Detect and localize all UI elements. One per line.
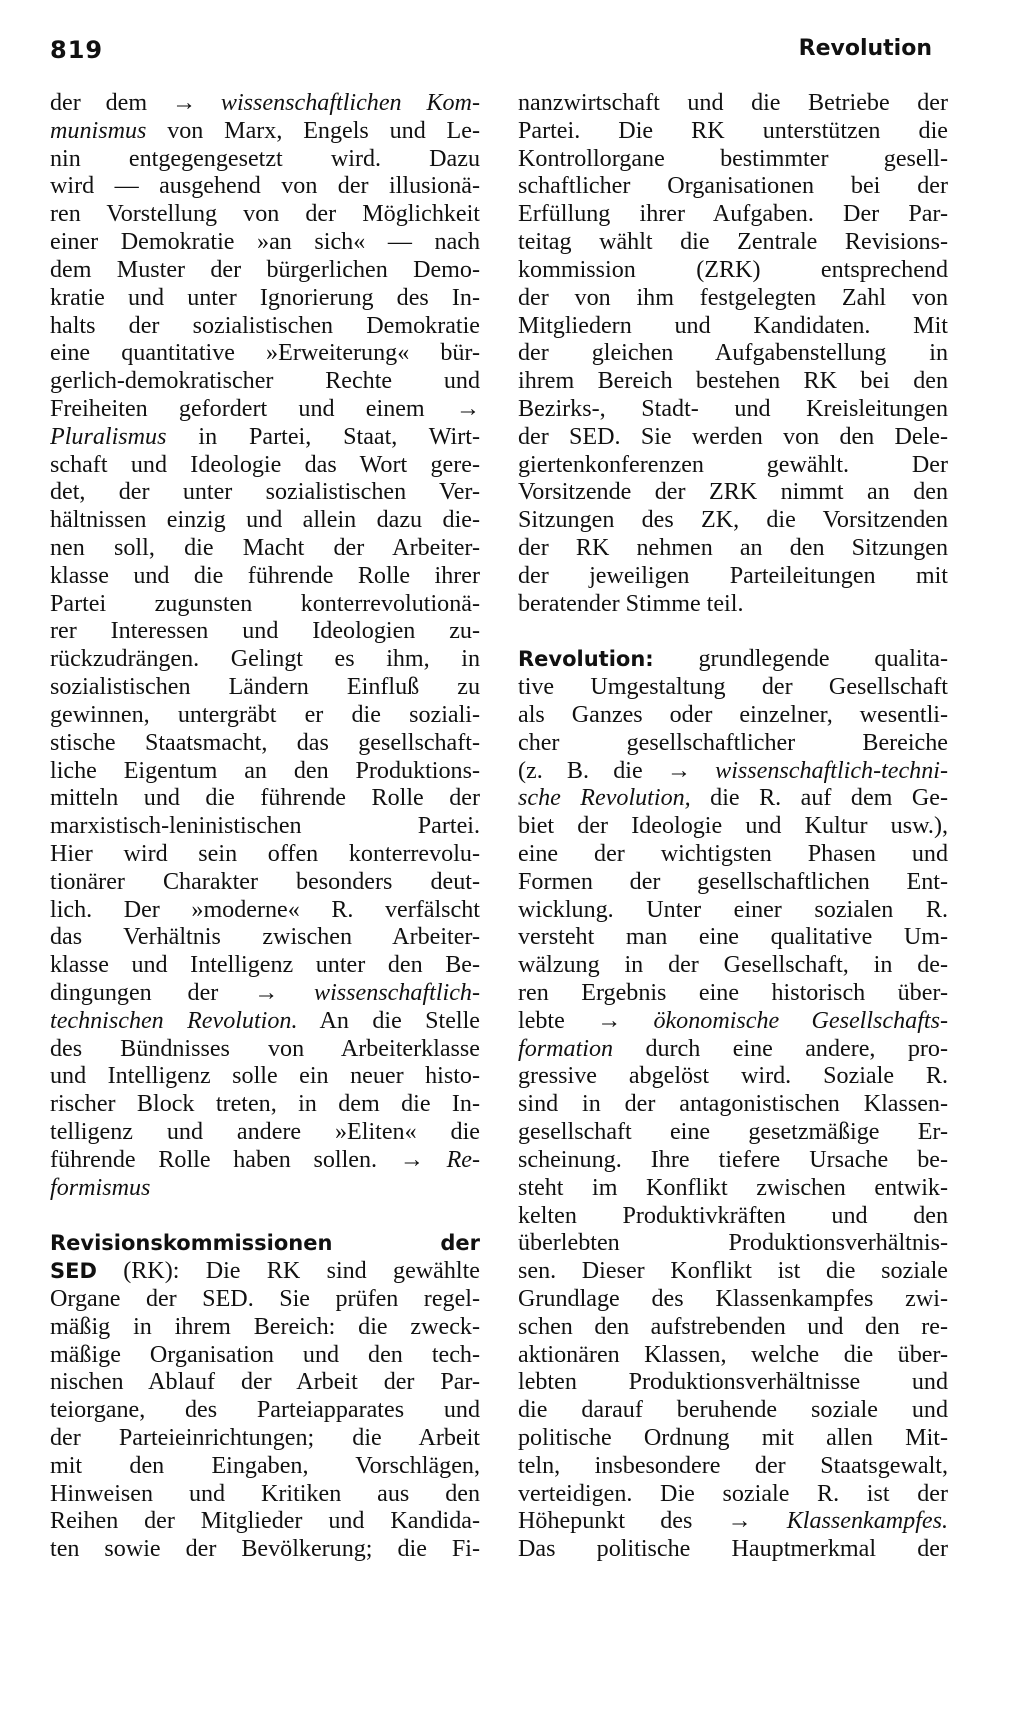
- text-run: biet der Ideologie und Kultur usw.),: [518, 813, 948, 840]
- entry-headword: Revolution:: [518, 647, 654, 672]
- text-line: [50, 1481, 480, 1509]
- text-run: die R. auf dem Ge-: [690, 785, 948, 812]
- text-run: (RK): Die RK sind gewählte: [96, 1258, 480, 1285]
- text-line: [518, 1286, 948, 1314]
- text-run: cher gesellschaftlicher Bereiche: [518, 729, 948, 756]
- text-run: Das politische Hauptmerkmal der: [518, 1536, 948, 1563]
- cross-reference: Klassenkampfes.: [786, 1508, 948, 1535]
- text-line: [518, 869, 948, 897]
- text-run: verteidigen. Die soziale R. ist der: [518, 1480, 948, 1507]
- text-run: wicklung. Unter einer sozialen R.: [518, 896, 948, 923]
- text-line: [518, 313, 948, 341]
- text-run: das Verhältnis zwischen Arbeiter-: [50, 924, 480, 951]
- text-run: det, der unter sozialistischen Ver-: [50, 479, 480, 506]
- text-line: [50, 813, 480, 841]
- text-run: Kontrollorgane bestimmter gesell-: [518, 145, 948, 172]
- text-run: scheinung. Ihre tiefere Ursache be-: [518, 1146, 948, 1173]
- text-line: [50, 1091, 480, 1119]
- text-run: führende Rolle haben sollen. →: [50, 1146, 447, 1173]
- text-line: [50, 340, 480, 368]
- text-line: [518, 507, 948, 535]
- text-line: [518, 1147, 948, 1175]
- text-line: [518, 785, 948, 813]
- text-run: Grundlage des Klassenkampfes zwi-: [518, 1285, 948, 1312]
- text-run: halts der sozialistischen Demokratie: [50, 312, 480, 339]
- text-line: [518, 1314, 948, 1342]
- text-run: sind in der antagonistischen Klassen-: [518, 1091, 948, 1118]
- text-run: lebte →: [518, 1007, 654, 1034]
- text-line: [518, 813, 948, 841]
- text-run: in Partei, Staat, Wirt-: [166, 423, 480, 450]
- text-run: nischen Ablauf der Arbeit der Par-: [50, 1369, 480, 1396]
- text-run: Partei zugunsten konterrevolutionä-: [50, 590, 480, 617]
- text-run: teln, insbesondere der Staatsgewalt,: [518, 1452, 948, 1479]
- text-run: ren Vorstellung von der Möglichkeit: [50, 201, 480, 228]
- text-run: wird — ausgehend von der illusionä-: [50, 173, 480, 200]
- text-run: schen den aufstrebenden und den re-: [518, 1313, 948, 1340]
- text-run: sen. Dieser Konflikt ist die soziale: [518, 1258, 948, 1285]
- text-run: der RK nehmen an den Sitzungen: [518, 535, 948, 561]
- text-run: nin entgegengesetzt wird. Dazu: [50, 145, 480, 172]
- text-line: [518, 1063, 948, 1091]
- cross-reference: ökonomische Gesellschafts-: [653, 1007, 948, 1034]
- paragraph-gap: [50, 1203, 480, 1231]
- text-run: dingungen der →: [50, 980, 315, 1006]
- text-line: [50, 313, 480, 341]
- text-run: Freiheiten gefordert und einem →: [50, 395, 480, 422]
- text-line: [518, 1091, 948, 1119]
- text-line: [50, 702, 480, 730]
- text-line: [50, 1286, 480, 1314]
- text-line: [518, 1508, 948, 1536]
- text-run: überlebten Produktionsverhältnis-: [518, 1230, 948, 1257]
- text-run: gerlich-demokratischer Rechte und: [50, 368, 480, 395]
- text-run: Organe der SED. Sie prüfen regel-: [50, 1285, 480, 1312]
- text-line: [518, 924, 948, 952]
- text-line: [50, 118, 480, 146]
- text-line: [518, 1397, 948, 1425]
- entry-headword: SED: [50, 1259, 97, 1284]
- text-run: teitag wählt die Zentrale Revisions-: [518, 229, 948, 256]
- text-line: [518, 1536, 948, 1564]
- text-line: [50, 396, 480, 424]
- text-run: kelten Produktivkräften und den: [518, 1202, 948, 1229]
- text-line: [518, 424, 948, 452]
- text-run: giertenkonferenzen gewählt. Der: [518, 451, 948, 478]
- cross-reference: wissenschaftlich-techni-: [715, 757, 948, 784]
- text-run: grundlegende qualita-: [653, 646, 948, 673]
- text-run: rer Interessen und Ideologien zu-: [50, 618, 480, 645]
- text-run: An die Stelle: [297, 1007, 480, 1034]
- text-line: [518, 1258, 948, 1286]
- text-line: [518, 396, 948, 424]
- text-line: [518, 1175, 948, 1203]
- text-run: aktionären Klassen, welche die über-: [518, 1341, 948, 1368]
- right-column: [518, 90, 948, 1564]
- text-run: von Marx, Engels und Le-: [146, 117, 480, 144]
- text-line: [50, 618, 480, 646]
- text-line: [518, 591, 948, 619]
- text-run: Hinweisen und Kritiken aus den: [50, 1480, 480, 1507]
- text-run: eine der wichtigsten Phasen und: [518, 840, 948, 867]
- text-run: ten sowie der Bevölkerung; die Fi-: [50, 1536, 480, 1563]
- text-line: [518, 146, 948, 174]
- text-line: [50, 201, 480, 229]
- text-run: Mitgliedern und Kandidaten. Mit: [518, 312, 948, 339]
- text-run: sozialistischen Ländern Einfluß zu: [50, 674, 480, 701]
- text-line: [50, 90, 480, 118]
- text-run: mäßig in ihrem Bereich: die zweck-: [50, 1313, 480, 1340]
- text-run: Sitzungen des ZK, die Vorsitzenden: [518, 507, 948, 534]
- text-line: [50, 1063, 480, 1091]
- text-line: [50, 591, 480, 619]
- text-line: [518, 952, 948, 980]
- text-line: [518, 1342, 948, 1370]
- text-line: [50, 1230, 480, 1258]
- text-run: beratender Stimme teil.: [518, 590, 744, 617]
- text-line: [50, 479, 480, 507]
- text-run: lich. Der »moderne« R. verfälscht: [50, 896, 480, 923]
- text-line: [50, 1536, 480, 1564]
- text-line: [50, 535, 480, 563]
- text-line: [518, 452, 948, 480]
- text-line: [50, 1175, 480, 1203]
- text-run: der Parteieinrichtungen; die Arbeit: [50, 1425, 480, 1451]
- text-line: [518, 285, 948, 313]
- text-run: lebten Produktionsverhältnisse und: [518, 1369, 948, 1396]
- text-run: kratie und unter Ignorierung des In-: [50, 284, 480, 311]
- text-run: Hier wird sein offen konterrevolu-: [50, 840, 480, 867]
- text-line: [50, 1119, 480, 1147]
- text-line: [518, 841, 948, 869]
- text-line: [518, 1008, 948, 1036]
- text-line: [50, 285, 480, 313]
- text-run: ren Ergebnis eine historisch über-: [518, 980, 948, 1006]
- cross-reference: wissenschaftlichen Kom-: [220, 90, 480, 116]
- text-line: [518, 173, 948, 201]
- text-line: [518, 702, 948, 730]
- text-run: klasse und die führende Rolle ihrer: [50, 562, 480, 589]
- entry-headword: Revisionskommissionen der: [50, 1231, 480, 1256]
- text-line: [50, 897, 480, 925]
- text-run: gressive abgelöst wird. Soziale R.: [518, 1063, 948, 1090]
- text-line: [50, 1369, 480, 1397]
- text-line: [50, 146, 480, 174]
- text-line: [50, 869, 480, 897]
- paragraph-gap: [518, 618, 948, 646]
- text-line: [50, 1508, 480, 1536]
- text-run: schaft und Ideologie das Wort gere-: [50, 451, 480, 478]
- text-run: Vorsitzende der ZRK nimmt an den: [518, 479, 948, 506]
- text-line: [50, 1147, 480, 1175]
- text-run: Formen der gesellschaftlichen Ent-: [518, 868, 948, 895]
- text-run: eine quantitative »Erweiterung« bür-: [50, 340, 480, 367]
- text-line: [518, 201, 948, 229]
- cross-reference: sche Revolution,: [518, 785, 691, 812]
- text-run: Partei. Die RK unterstützen die: [518, 117, 948, 144]
- text-line: [518, 1369, 948, 1397]
- cross-reference: Pluralismus: [50, 423, 167, 450]
- text-run: liche Eigentum an den Produktions-: [50, 757, 480, 784]
- text-run: der gleichen Aufgabenstellung in: [518, 340, 948, 367]
- text-run: wälzung in der Gesellschaft, in de-: [518, 952, 948, 979]
- text-run: nen soll, die Macht der Arbeiter-: [50, 535, 480, 561]
- text-line: [518, 479, 948, 507]
- text-line: [50, 173, 480, 201]
- text-run: Reihen der Mitglieder und Kandida-: [50, 1508, 480, 1535]
- text-line: [518, 1425, 948, 1453]
- text-line: [518, 368, 948, 396]
- text-line: [518, 1119, 948, 1147]
- text-run: gesellschaft eine gesetzmäßige Er-: [518, 1119, 948, 1146]
- text-run: ihrem Bereich bestehen RK bei den: [518, 368, 948, 395]
- text-run: rischer Block treten, in dem die In-: [50, 1091, 480, 1118]
- text-line: [518, 1036, 948, 1064]
- text-line: [50, 1342, 480, 1370]
- text-line: [50, 368, 480, 396]
- text-run: tive Umgestaltung der Gesellschaft: [518, 674, 948, 701]
- text-run: (z. B. die →: [518, 757, 716, 784]
- text-run: der SED. Sie werden von den Dele-: [518, 423, 948, 450]
- text-run: versteht man eine qualitative Um-: [518, 924, 948, 951]
- text-line: [518, 1481, 948, 1509]
- text-run: kommission (ZRK) entsprechend: [518, 256, 948, 283]
- text-line: [50, 730, 480, 758]
- text-line: [50, 229, 480, 257]
- text-run: und Intelligenz solle ein neuer histo-: [50, 1063, 480, 1090]
- text-run: der dem →: [50, 90, 221, 116]
- text-line: [518, 980, 948, 1008]
- text-line: [518, 730, 948, 758]
- text-run: politische Ordnung mit allen Mit-: [518, 1425, 948, 1451]
- text-run: klasse und Intelligenz unter den Be-: [50, 952, 480, 979]
- text-line: [518, 90, 948, 118]
- text-line: [50, 1258, 480, 1286]
- text-line: [50, 424, 480, 452]
- cross-reference: formation: [518, 1035, 614, 1062]
- text-line: [50, 980, 480, 1008]
- text-run: mitteln und die führende Rolle der: [50, 785, 480, 812]
- text-run: gewinnen, untergräbt er die soziali-: [50, 701, 480, 728]
- text-line: [518, 1453, 948, 1481]
- text-run: marxistisch-leninistischen Partei.: [50, 813, 480, 840]
- text-line: [518, 257, 948, 285]
- running-head: Revolution: [798, 36, 932, 61]
- cross-reference: Re-: [446, 1146, 480, 1173]
- text-line: [518, 897, 948, 925]
- text-run: des Bündnisses von Arbeiterklasse: [50, 1035, 480, 1062]
- text-line: [518, 535, 948, 563]
- text-run: dem Muster der bürgerlichen Demo-: [50, 256, 480, 283]
- text-line: [50, 952, 480, 980]
- page-number: 819: [50, 36, 104, 64]
- text-run: hältnissen einzig und allein dazu die-: [50, 507, 480, 534]
- text-run: Erfüllung ihrer Aufgaben. Der Par-: [518, 201, 948, 228]
- text-run: telligenz und andere »Eliten« die: [50, 1119, 480, 1146]
- text-line: [50, 1008, 480, 1036]
- text-line: [50, 841, 480, 869]
- text-line: [518, 563, 948, 591]
- text-line: [518, 674, 948, 702]
- text-run: rückzudrängen. Gelingt es ihm, in: [50, 646, 480, 673]
- text-line: [50, 646, 480, 674]
- text-line: [518, 340, 948, 368]
- text-line: [518, 1203, 948, 1231]
- text-line: [50, 1397, 480, 1425]
- text-line: [50, 758, 480, 786]
- text-run: schaftlicher Organisationen bei der: [518, 173, 948, 200]
- text-line: [50, 507, 480, 535]
- text-run: Höhepunkt des →: [518, 1508, 787, 1535]
- page-header: [50, 36, 932, 70]
- text-run: nanzwirtschaft und die Betriebe der: [518, 90, 948, 116]
- text-run: tionärer Charakter besonders deut-: [50, 868, 480, 895]
- text-run: als Ganzes oder einzelner, wesentli-: [518, 701, 948, 728]
- text-line: [50, 674, 480, 702]
- text-run: stische Staatsmacht, das gesellschaft-: [50, 729, 480, 756]
- cross-reference: munismus: [50, 117, 147, 144]
- text-line: [50, 257, 480, 285]
- text-run: mit den Eingaben, Vorschlägen,: [50, 1452, 480, 1479]
- text-run: die darauf beruhende soziale und: [518, 1397, 948, 1424]
- text-line: [50, 1036, 480, 1064]
- text-line: [518, 758, 948, 786]
- text-line: [50, 1314, 480, 1342]
- text-run: der von ihm festgelegten Zahl von: [518, 284, 948, 311]
- text-run: der jeweiligen Parteileitungen mit: [518, 562, 948, 589]
- text-run: durch eine andere, pro-: [613, 1035, 948, 1062]
- text-line: [518, 229, 948, 257]
- left-column: [50, 90, 480, 1564]
- text-run: mäßige Organisation und den tech-: [50, 1341, 480, 1368]
- cross-reference: wissenschaftlich-: [314, 980, 480, 1006]
- text-line: [518, 1230, 948, 1258]
- text-line: [50, 924, 480, 952]
- text-line: [50, 785, 480, 813]
- text-line: [50, 1453, 480, 1481]
- text-line: [50, 1425, 480, 1453]
- text-line: [50, 563, 480, 591]
- text-run: Bezirks-, Stadt- und Kreisleitungen: [518, 395, 948, 422]
- text-line: [518, 646, 948, 674]
- cross-reference: formismus: [50, 1174, 151, 1201]
- text-run: einer Demokratie »an sich« — nach: [50, 229, 480, 256]
- text-line: [50, 452, 480, 480]
- text-run: teiorgane, des Parteiapparates und: [50, 1397, 480, 1424]
- cross-reference: technischen Revolution.: [50, 1007, 298, 1034]
- text-run: steht im Konflikt zwischen entwik-: [518, 1174, 948, 1201]
- text-line: [518, 118, 948, 146]
